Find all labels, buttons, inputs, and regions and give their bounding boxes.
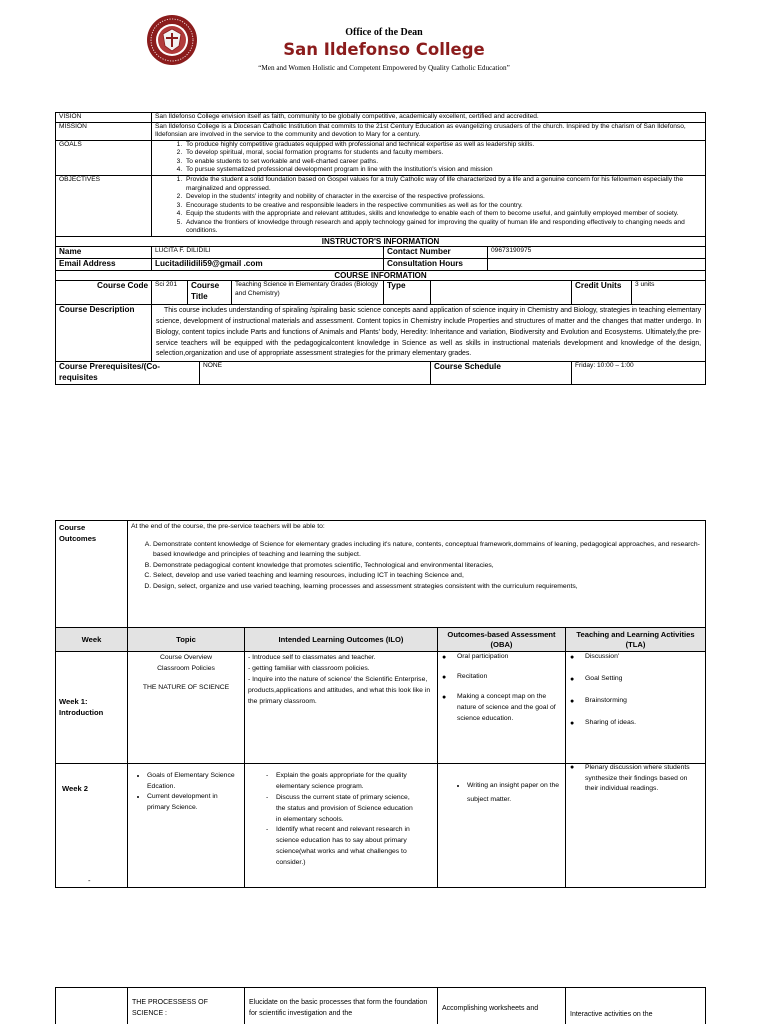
type-label: Type xyxy=(384,281,431,305)
course-outcomes-cell xyxy=(128,521,706,628)
consultation-hours xyxy=(488,259,706,271)
contact-label: Contact Number xyxy=(384,247,488,259)
goals-list xyxy=(155,141,702,175)
outcomes-row xyxy=(56,521,706,628)
email-label: Email Address xyxy=(56,259,152,271)
course-title-label: Course Title xyxy=(188,281,232,305)
oba-item: ● Oral participation xyxy=(457,652,562,663)
objective-item: 5. Advance the frontiers of knowledge through research and apply technology gained for improving the quality of human life and responding effectively to changing needs and conditions. xyxy=(184,219,702,236)
tla-item: ● Discussion' xyxy=(585,652,702,663)
course-code: Sci 201 xyxy=(152,281,188,305)
header-week: Week xyxy=(56,628,128,652)
objectives-cell xyxy=(152,175,706,236)
goal-item: 2. To develop spiritual, moral, social formation programs for students and faculty members. xyxy=(184,149,702,158)
topic-line: THE NATURE OF SCIENCE xyxy=(142,683,230,691)
mission-text: San Ildefonso College is a Diocesan Catholic Institution that commits to the 21st Century Education as evangelizing crusaders of the church. Inspired by the charism of San Ildefonso, Ildefonsian are involved in the service to the community and devotion to Mary for a century. xyxy=(152,122,706,140)
objectives-row xyxy=(56,175,706,236)
week2-ilo xyxy=(245,764,438,888)
vision-label: VISION xyxy=(56,113,152,123)
week1-label: Week 1: Introduction xyxy=(56,652,128,764)
instructor-name: LUCITA F. DILIDILI xyxy=(152,247,384,259)
vision-row xyxy=(56,113,706,123)
name-label: Name xyxy=(56,247,152,259)
objective-item: 4. Equip the students with the appropriate and relevant attitudes, skills and knowledge to enable each of them to become useful, and gainfully employed member of society. xyxy=(184,210,702,219)
outcome-item: A. Demonstrate content knowledge of Science for elementary grades including it's nature, contents, conceptual framework,dommains of leaning, pedagogical approaches, and research-based knowledge and principles of teaching and learning the subject. xyxy=(153,540,702,561)
outcome-item: D. Design, select, organize and use varied teaching, learning processes and assessment strategies consistent with the curriculum requirements, xyxy=(153,582,702,593)
ilo-line: - getting familiar with classroom policies. xyxy=(248,664,370,672)
tla-list xyxy=(569,763,702,795)
ilo-item: - Identify what recent and relevant research in science education has to say about primary science(what works and what challenges to consider.) xyxy=(276,825,416,869)
course-info-table xyxy=(55,112,706,385)
objectives-list xyxy=(155,176,702,236)
goals-cell xyxy=(152,140,706,175)
objective-item: 2. Develop in the students' integrity and nobility of character in the exercise of the respective professions. xyxy=(184,193,702,202)
office-title: Office of the Dean xyxy=(345,27,423,38)
tla-item: ● Brainstorming xyxy=(585,696,702,707)
week3-label xyxy=(56,988,128,1024)
course-row xyxy=(56,281,706,305)
week1-ilo xyxy=(245,652,438,764)
week1-oba xyxy=(438,652,566,764)
week2-label-cell xyxy=(56,764,128,888)
week3-row xyxy=(56,988,706,1024)
course-plan-table xyxy=(55,520,706,888)
outcome-item: C. Select, develop and use varied teaching and learning resources, including ICT in teaching Science and, xyxy=(153,571,702,582)
topic-list xyxy=(131,771,241,813)
week2-tla xyxy=(566,764,706,888)
mission-label: MISSION xyxy=(56,122,152,140)
tla-item: ● Sharing of ideas. xyxy=(585,718,702,729)
prerequisites: NONE xyxy=(200,362,431,384)
header-topic: Topic xyxy=(128,628,245,652)
goal-item: 3. To enable students to set workable and well-charted career paths. xyxy=(184,158,702,167)
week2-topic xyxy=(128,764,245,888)
header-tla: Teaching and Learning Activities (TLA) xyxy=(566,628,706,652)
ilo-list xyxy=(248,771,434,869)
course-info-heading: COURSE INFORMATION xyxy=(56,270,706,281)
objective-item: 3. Encourage students to be creative and responsible leaders in the respective communities as well as for the country. xyxy=(184,202,702,211)
contact-number: 09673190975 xyxy=(488,247,706,259)
week1-tla xyxy=(566,652,706,764)
course-outcomes-label: Course Outcomes xyxy=(56,521,128,628)
goal-item: 4. To pursue systematized professional development program in line with the Institution's vision and mission xyxy=(184,166,702,175)
college-motto: “Men and Women Holistic and Competent Empowered by Quality Catholic Education” xyxy=(258,64,510,72)
tla-item: ● Goal Setting xyxy=(585,674,702,685)
vision-text: San Ildefonso College envision itself as faith, community to be globally competitive, academically excellent, certified and accredited. xyxy=(152,113,706,123)
outcomes-intro: At the end of the course, the pre-service teachers will be able to: xyxy=(131,523,325,530)
week2-oba xyxy=(438,764,566,888)
objectives-label: OBJECTIVES xyxy=(56,175,152,236)
goal-item: 1. To produce highly competitive graduates equipped with professional and technical expertise as well as leadership skills. xyxy=(184,141,702,150)
course-schedule: Friday: 10:00 – 1:00 xyxy=(572,362,706,384)
consultation-label: Consultation Hours xyxy=(384,259,488,271)
credit-units: 3 units xyxy=(632,281,706,305)
oba-list xyxy=(441,779,562,806)
week1-topic xyxy=(128,652,245,764)
email-address: Lucitadilidili59@gmail .com xyxy=(152,259,384,271)
header-oba: Outcomes-based Assessment (OBA) xyxy=(438,628,566,652)
instructor-row-1 xyxy=(56,247,706,259)
topic-item: • Current development in primary Science. xyxy=(147,792,241,813)
week2-row xyxy=(56,764,706,888)
topic-line: Course Overview xyxy=(159,654,213,661)
instructor-heading: INSTRUCTOR'S INFORMATION xyxy=(56,236,706,247)
mission-row xyxy=(56,122,706,140)
plan-header-row xyxy=(56,628,706,652)
college-name: San Ildefonso College xyxy=(283,40,485,59)
topic-item: • Goals of Elementary Science Edcation. xyxy=(147,771,241,792)
instructor-row-2 xyxy=(56,259,706,271)
topic-line: Classroom Policies xyxy=(157,664,215,672)
oba-list xyxy=(441,652,562,724)
prereq-row xyxy=(56,362,706,384)
goals-row xyxy=(56,140,706,175)
outcomes-list xyxy=(131,540,702,593)
week3-ilo: Elucidate on the basic processes that form the foundation for scientific investigation and the xyxy=(245,988,438,1024)
course-description-label: Course Description xyxy=(56,305,152,362)
course-description: This course includes understanding of spiraling /spiraling basic science concepts aand application of science inquiry in Chemistry and Biology, strategies in teaching elementary science, development of instructional materials and assessment. Content topics in Chemistry include Properties and structures of matter and the changes that matter undergo. In Biology, content topics include Parts and functions of Animals and Plants' body, Heredity: Inheritance and variation, Biodiversity and Evolution and Ecosystems. Ultimately,the pre-service teachers will be equipped with the pedagogicalcontent knowledge in Science as well as skills in instructional materials development and knowledge of the design, selection,organization and use of appropriate assessment strategies for the primary elementary grades. xyxy=(152,305,706,362)
week2-mark: - xyxy=(88,875,91,885)
tla-item: ● Plenary discussion where students synthesize their findings based on their individual readings. xyxy=(585,763,702,795)
course-type xyxy=(431,281,572,305)
next-week-table xyxy=(55,987,706,1024)
description-row xyxy=(56,305,706,362)
course-title: Teaching Science in Elementary Grades (Biology and Chemistry) xyxy=(232,281,384,305)
tla-list xyxy=(569,652,702,729)
prerequisites-label: Course Prerequisites/(Co-requisites xyxy=(56,362,200,384)
ilo-line: - Inquire into the nature of science' the Scientific Enterprise, products,applications and attitudes, and what this look like in the primary classroom. xyxy=(248,675,431,705)
week1-row xyxy=(56,652,706,764)
oba-item: ● Making a concept map on the nature of science and the goal of science education. xyxy=(457,692,562,725)
schedule-label: Course Schedule xyxy=(431,362,572,384)
header-ilo: Intended Learning Outcomes (ILO) xyxy=(245,628,438,652)
week3-tla: Interactive activities on the xyxy=(566,988,706,1024)
course-code-label: Course Code xyxy=(56,281,152,305)
ilo-item: - Discuss the current state of primary science, the status and provision of Science education in elementary schools. xyxy=(276,793,416,826)
week3-topic: THE PROCESSESS OF SCIENCE : xyxy=(128,988,245,1024)
outcome-item: B. Demonstrate pedagogical content knowledge that promotes scientific, Technological and environmental literacies, xyxy=(153,561,702,572)
week2-label: Week 2 xyxy=(62,784,89,793)
week3-oba: Accomplishing worksheets and xyxy=(438,988,566,1024)
goals-label: GOALS xyxy=(56,140,152,175)
oba-item: • Writing an insight paper on the subject matter. xyxy=(467,779,562,806)
credit-units-label: Credit Units xyxy=(572,281,632,305)
objective-item: 1. Provide the student a solid foundation based on Gospel values for a truly Catholic way of life characterized by a life and a genuine concern for his fellowmen especially the marginalized and oppressed. xyxy=(184,176,702,193)
oba-item: ● Recitation xyxy=(457,672,562,683)
ilo-line: - Introduce self to classmates and teacher. xyxy=(248,654,376,661)
ilo-item: - Explain the goals appropriate for the quality elementary science program. xyxy=(276,771,416,793)
